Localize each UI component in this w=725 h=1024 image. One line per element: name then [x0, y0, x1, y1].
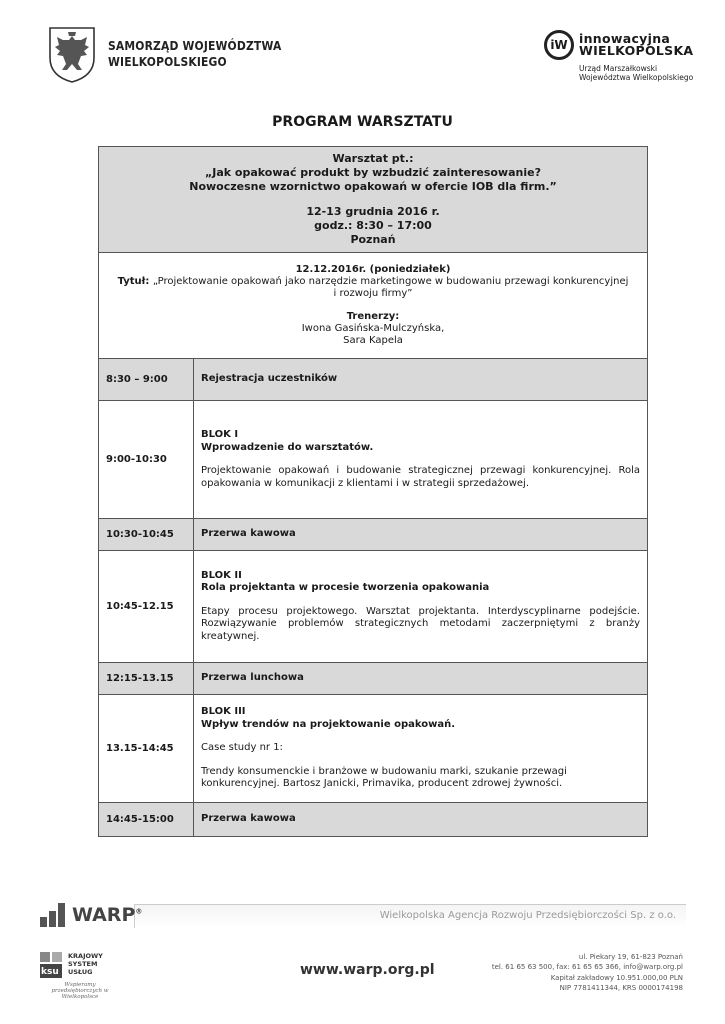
ksu-logo — [40, 952, 120, 1000]
trainer-1: Iwona Gasińska-Mulczyńska, — [301, 323, 445, 334]
voivodeship-logo — [46, 24, 310, 84]
schedule-row — [99, 803, 648, 837]
contact-phone: tel. 61 65 63 500, fax: 61 65 65 366, info@warp.org.pl — [491, 963, 683, 972]
warp-logo — [40, 903, 142, 927]
day-title-text-1: „Projektowanie opakowań jako narzędzie marketingowe w budowaniu przewagi konkurencyjnej — [152, 276, 629, 287]
block-label: BLOK II — [201, 569, 242, 581]
block-label: BLOK III — [201, 706, 246, 718]
gov-line-2: WIELKOPOLSKIEGO — [108, 54, 227, 69]
schedule-row — [99, 401, 648, 519]
schedule-title: Przerwa kawowa — [194, 519, 648, 551]
voivodeship-name — [108, 38, 281, 70]
innowacyjna-logo — [544, 30, 694, 82]
contact-block — [492, 952, 683, 993]
intro-hours: godz.: 8:30 – 17:00 — [314, 219, 432, 232]
ksu-line-1: KRAJOWY — [68, 952, 103, 960]
day-date: 12.12.2016r. (poniedziałek) — [295, 264, 451, 275]
ksu-short: ksu — [41, 967, 59, 977]
block-heading: Rola projektanta w procesie tworzenia opakowania — [201, 582, 490, 594]
intro-lead: Warsztat pt.: — [332, 152, 414, 165]
contact-nip: NIP 7781411344, KRS 0000174198 — [559, 983, 683, 992]
schedule-row — [99, 359, 648, 401]
agency-name: Wielkopolska Agencja Rozwoju Przedsiębiorczości Sp. z o.o. — [379, 910, 676, 921]
block-text-1: Trendy konsumenckie i branżowe w budowaniu marki, szukanie przewagi — [201, 765, 567, 777]
day-info-cell — [99, 253, 648, 359]
schedule-title: Przerwa lunchowa — [194, 663, 648, 695]
program-table — [98, 146, 648, 837]
iw-sub-1: Urząd Marszałkowski — [579, 64, 658, 73]
intro-topic-1: „Jak opakować produkt by wzbudzić zainteresowanie? — [205, 166, 541, 179]
iw-word-2: WIELKOPOLSKA — [579, 43, 694, 58]
block-text: Projektowanie opakowań i budowanie strategicznej przewagi konkurencyjnej. Rola opakowania w komunikacji z klientami i w strategii sprzedażowej. — [201, 465, 640, 489]
block-heading: Wpływ trendów na projektowanie opakowań. — [201, 718, 456, 730]
ksu-line-3: USŁUG — [68, 968, 93, 976]
schedule-time: 10:30-10:45 — [99, 519, 194, 551]
schedule-time: 10:45-12.15 — [99, 551, 194, 663]
schedule-time: 14:45-15:00 — [99, 803, 194, 837]
page-title: PROGRAM WARSZTATU — [272, 114, 453, 130]
schedule-time: 9:00-10:30 — [99, 401, 194, 519]
intro-dates: 12-13 grudnia 2016 r. — [306, 205, 440, 218]
iw-word-1: innowacyjna — [579, 31, 671, 46]
intro-city: Poznań — [350, 233, 396, 246]
iw-circle-icon: iW — [544, 30, 574, 60]
gov-line-1: SAMORZĄD WOJEWÓDZTWA — [108, 38, 282, 53]
schedule-time: 13.15-14:45 — [99, 695, 194, 803]
block-text-2: konkurencyjnej. Bartosz Janicki, Primavika, producent zdrowej żywności. — [201, 778, 563, 790]
schedule-title: Rejestracja uczestników — [194, 359, 648, 401]
trainer-2: Sara Kapela — [343, 335, 403, 346]
case-study-label: Case study nr 1: — [201, 742, 283, 754]
warp-reg-mark: ® — [135, 907, 143, 916]
schedule-row — [99, 551, 648, 663]
schedule-row — [99, 695, 648, 803]
day-title-label: Tytuł: — [117, 276, 153, 287]
schedule-time: 12:15-13.15 — [99, 663, 194, 695]
agency-bar — [134, 904, 686, 928]
contact-address: ul. Piekary 19, 61-823 Poznań — [578, 953, 683, 961]
schedule-title: Przerwa kawowa — [194, 803, 648, 837]
eagle-crest-icon — [46, 24, 98, 84]
workshop-intro-cell — [99, 147, 648, 253]
block-text: Etapy procesu projektowego. Warsztat projektanta. Interdyscyplinarne podejście. Rozwiązywanie problemów strategicznych metodami zaczerpniętymi z branży kreatywnej. — [201, 605, 640, 642]
ksu-line-2: SYSTEM — [68, 960, 98, 968]
iw-sub-2: Województwa Wielkopolskiego — [579, 73, 694, 82]
schedule-time: 8:30 – 9:00 — [99, 359, 194, 401]
intro-topic-2: Nowoczesne wzornictwo opakowań w ofercie IOB dla firm.” — [189, 180, 557, 193]
trainers-label: Trenerzy: — [346, 311, 400, 322]
warp-bars-icon — [40, 903, 68, 927]
website-link[interactable]: www.warp.org.pl — [300, 962, 435, 978]
block-label: BLOK I — [201, 429, 239, 440]
day-title-text-2: i rozwoju firmy” — [333, 288, 413, 299]
contact-capital: Kapitał zakładowy 10.951.000,00 PLN — [550, 973, 683, 982]
schedule-row — [99, 663, 648, 695]
ksu-tagline: Wspieramy przedsiębiorczych w Wielkopolsce — [51, 982, 109, 1000]
block-heading: Wprowadzenie do warsztatów. — [201, 441, 374, 453]
schedule-row — [99, 519, 648, 551]
warp-name: WARP — [72, 904, 136, 926]
